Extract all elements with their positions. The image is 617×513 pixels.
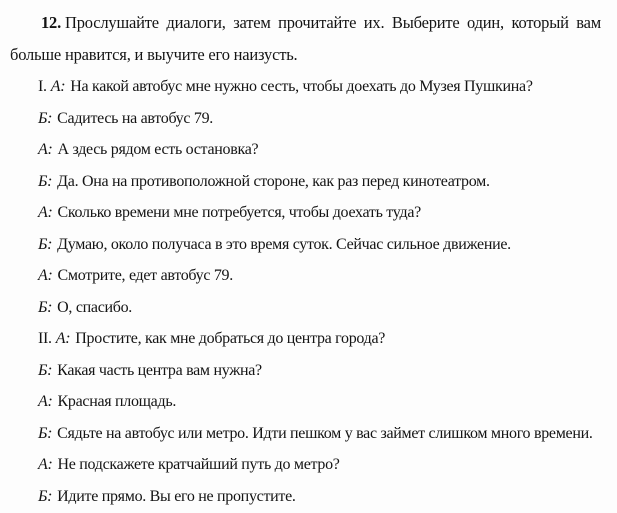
speaker-label: Б: <box>38 424 53 442</box>
dialog-text: Какая часть центра вам нужна? <box>57 361 262 379</box>
speaker-label: Б: <box>38 487 53 505</box>
speaker-label: А: <box>38 204 53 221</box>
dialog-line <box>10 418 601 450</box>
dialog-numeral: II. <box>38 330 52 347</box>
dialog-numeral: I. <box>38 78 47 95</box>
speaker-label: А: <box>38 267 53 284</box>
exercise-number: 12. <box>41 13 62 32</box>
dialog-line <box>10 449 601 481</box>
dialog-line <box>10 166 601 198</box>
instruction-text: Прослушайте диалоги, затем прочитайте их. Выберите один, который вам больше нравится, и выучите его наизусть. <box>10 13 601 64</box>
speaker-label: Б: <box>38 172 53 190</box>
dialog-text: Простите, как мне добраться до центра города? <box>75 330 386 347</box>
dialog-text: О, спасибо. <box>57 298 132 316</box>
dialog-text: Не подскажете кратчайший путь до метро? <box>57 456 340 473</box>
speaker-label: Б: <box>38 361 53 379</box>
dialog-text: Идите прямо. Вы его не пропустите. <box>57 487 296 505</box>
speaker-label: Б: <box>38 235 53 253</box>
dialog-line <box>10 260 601 292</box>
dialog-line <box>10 323 601 355</box>
speaker-label: А: <box>50 78 66 95</box>
dialog-line <box>10 71 601 103</box>
dialog-text: А здесь рядом есть остановка? <box>57 141 259 158</box>
dialog-text: На какой автобус мне нужно сесть, чтобы доехать до Музея Пушкина? <box>70 78 533 95</box>
dialog-line <box>10 197 601 229</box>
speaker-label: А: <box>38 141 53 158</box>
speaker-label: А: <box>55 330 71 347</box>
dialog-line <box>10 481 601 513</box>
dialog-text: Сядьте на автобус или метро. Идти пешком у вас займет слишком много времени. <box>57 424 593 442</box>
dialog-text: Да. Она на противоположной стороне, как раз перед кинотеатром. <box>57 172 490 190</box>
speaker-label: Б: <box>38 109 53 127</box>
dialog-line <box>10 292 601 324</box>
dialog-text: Сколько времени мне потребуется, чтобы доехать туда? <box>57 204 421 221</box>
dialog-text: Думаю, около получаса в это время суток. Сейчас сильное движение. <box>57 235 511 253</box>
speaker-label: А: <box>38 393 53 410</box>
dialog-text: Садитесь на автобус 79. <box>57 109 213 127</box>
dialog-text: Смотрите, едет автобус 79. <box>57 267 233 284</box>
exercise-instruction <box>10 7 601 70</box>
dialog-line <box>10 134 601 166</box>
dialog-text: Красная площадь. <box>57 393 177 410</box>
dialog-line <box>10 229 601 261</box>
dialog-line <box>10 386 601 418</box>
dialog-line <box>10 355 601 387</box>
speaker-label: Б: <box>38 298 53 316</box>
dialog-line <box>10 103 601 135</box>
speaker-label: А: <box>38 456 53 473</box>
